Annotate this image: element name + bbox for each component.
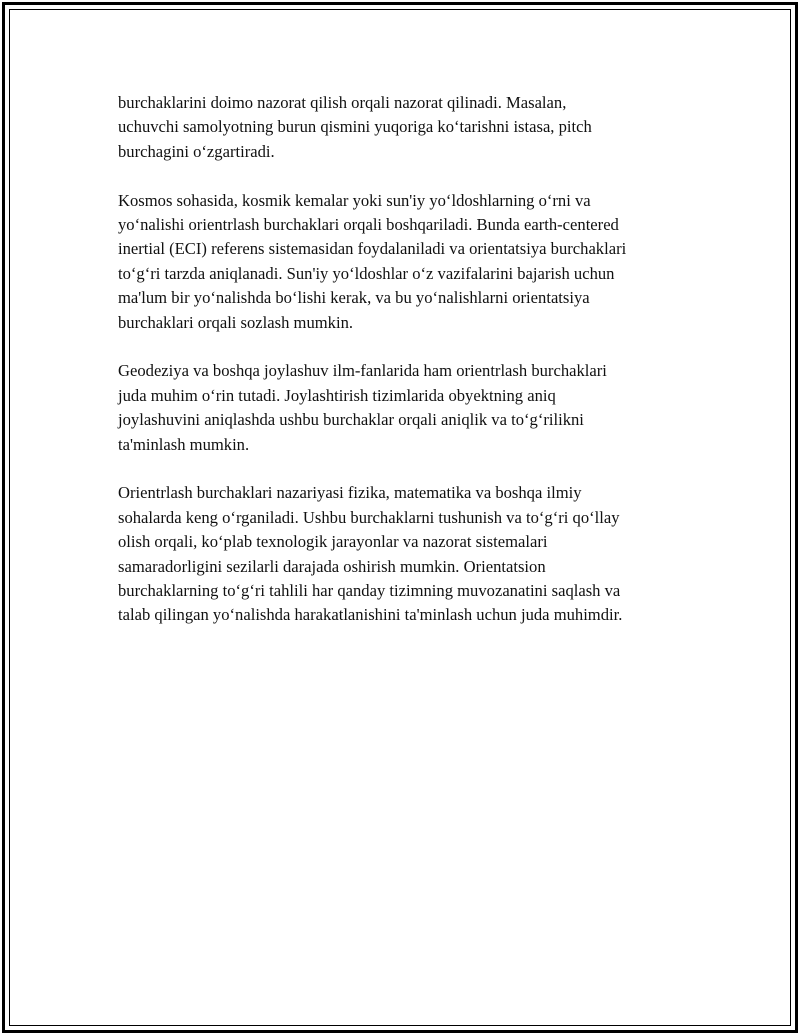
text-line: Kosmos sohasida, kosmik kemalar yoki sun'iy yo‘ldoshlarning o‘rni va bbox=[118, 190, 591, 210]
text-line: inertial (ECI) referens sistemasidan foydalaniladi va orientatsiya burchaklari bbox=[118, 239, 627, 259]
paragraph-4 bbox=[118, 481, 708, 627]
document-body bbox=[118, 91, 708, 652]
text-line: ma'lum bir yo‘nalishda bo‘lishi kerak, va bu yo‘nalishlarni orientatsiya bbox=[118, 288, 590, 308]
text-line: Geodeziya va boshqa joylashuv ilm-fanlarida ham orientrlash burchaklari bbox=[118, 361, 607, 381]
text-line: sohalarda keng o‘rganiladi. Ushbu burchaklarni tushunish va to‘g‘ri qo‘llay bbox=[118, 507, 620, 527]
paragraph-3 bbox=[118, 359, 708, 457]
text-line: yo‘nalishi orientrlash burchaklari orqali boshqariladi. Bunda earth-centered bbox=[118, 215, 619, 235]
text-line: olish orqali, ko‘plab texnologik jarayonlar va nazorat sistemalari bbox=[118, 532, 548, 552]
text-line: burchaklari orqali sozlash mumkin. bbox=[118, 312, 354, 332]
text-line: talab qilingan yo‘nalishda harakatlanishini ta'minlash uchun juda muhimdir. bbox=[118, 605, 623, 625]
text-line: ta'minlash mumkin. bbox=[118, 434, 250, 454]
text-line: burchagini o‘zgartiradi. bbox=[118, 141, 275, 161]
text-line: to‘g‘ri tarzda aniqlanadi. Sun'iy yo‘ldoshlar o‘z vazifalarini bajarish uchun bbox=[118, 263, 615, 283]
paragraph-2 bbox=[118, 189, 708, 335]
text-line: samaradorligini sezilarli darajada oshirish mumkin. Orientatsion bbox=[118, 556, 546, 576]
text-line: burchaklarini doimo nazorat qilish orqali nazorat qilinadi. Masalan, bbox=[118, 93, 567, 112]
text-line: joylashuvini aniqlashda ushbu burchaklar orqali aniqlik va to‘g‘rilikni bbox=[118, 410, 584, 430]
text-line: juda muhim o‘rin tutadi. Joylashtirish tizimlarida obyektning aniq bbox=[118, 385, 556, 405]
text-line: uchuvchi samolyotning burun qismini yuqoriga ko‘tarishni istasa, pitch bbox=[118, 117, 592, 137]
text-line: burchaklarning to‘g‘ri tahlili har qanday tizimning muvozanatini saqlash va bbox=[118, 581, 621, 601]
paragraph-1 bbox=[118, 91, 708, 164]
text-line: Orientrlash burchaklari nazariyasi fizika, matematika va boshqa ilmiy bbox=[118, 483, 582, 503]
